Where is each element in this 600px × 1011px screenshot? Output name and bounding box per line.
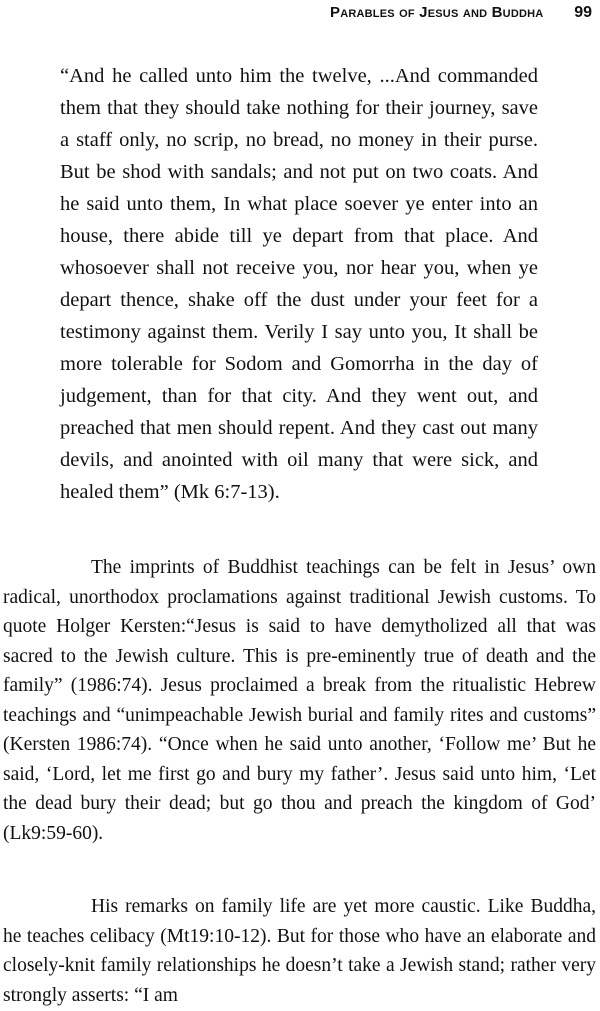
- running-head-title: Parables of Jesus and Buddha: [330, 4, 544, 21]
- running-head: [330, 2, 592, 24]
- body-paragraph-family-life: His remarks on family life are yet more caustic. Like Buddha, he teaches celibacy (Mt19:10-12). But for those who have an elaborate and closely-knit family relationships he doesn’t take a Jewish stand; rather very strongly asserts: “I am: [3, 896, 596, 1006]
- block-quote-mark-6-7-13: “And he called unto him the twelve, ...And commanded them that they should take nothing for their journey, save a staff only, no scrip, no bread, no money in their purse. But be shod with sandals; and not put on two coats. And he said unto them, In what place soever ye enter into an house, there abide till ye depart from that place. And whosoever shall not receive you, nor hear you, when ye depart thence, shake off the dust under your feet for a testimony against them. Verily I say unto you, It shall be more tolerable for Sodom and Gomorrha in the day of judgement, than for that city. And they went out, and preached that men should repent. And they cast out many devils, and anointed with oil many that were sick, and healed them” (Mk 6:7-13).: [60, 65, 538, 503]
- body-paragraph-kersten: The imprints of Buddhist teachings can be felt in Jesus’ own radical, unorthodox proclamations against traditional Jewish customs. To quote Holger Kersten:“Jesus is said to have demytholized all that was sacred to the Jewish culture. This is pre-eminently true of death and the family” (1986:74). Jesus proclaimed a break from the ritualistic Hebrew teachings and “unimpeachable Jewish burial and family rites and customs” (Kersten 1986:74). “Once when he said unto another, ‘Follow me’ But he said, ‘Lord, let me first go and bury my father’. Jesus said unto him, ‘Let the dead bury their dead; but go thou and preach the kingdom of God’ (Lk9:59-60).: [3, 557, 596, 844]
- page-number: 99: [574, 4, 592, 21]
